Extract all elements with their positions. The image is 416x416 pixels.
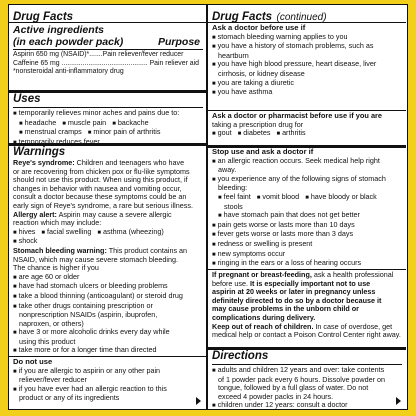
aspirin-line: Aspirin 650 mg (NSAID)*.......Pain reliever/fever reducer: [13, 51, 184, 58]
right-title: Drug Facts (continued): [212, 11, 327, 23]
left-column: [9, 5, 206, 409]
do-not-use-heading: Do not use: [13, 357, 53, 366]
warnings-heading: Warnings: [13, 146, 66, 158]
uses-section: Uses ■ temporarily relieves minor aches and pains due to: ■ headache ■ muscle pain ■ backache ■ menstrual cramps ■ minor pain of arthritis ■ temporarily reduces fever: [13, 93, 206, 147]
directions-heading: Directions: [212, 350, 269, 362]
active-ingredients: [13, 24, 203, 77]
right-column: [208, 5, 406, 409]
nsaid-note: *nonsteroidal anti-inflammatory drug: [13, 68, 124, 76]
drug-facts-panel: [8, 4, 408, 410]
continue-arrow-icon: [396, 397, 401, 405]
directions-section: Directions ■ adults and children 12 years and over: take contents of 1 powder pack every 6 hours. Dissolve powder on tongue, followed by a full glass of water. Do not exceed 4 powder packs in 24 hours. ■ children under 12 years: consult a doctor: [212, 350, 406, 411]
divider: [9, 22, 206, 23]
stop-use-section: Stop use and ask a doctor if ■ an allergic reaction occurs. Seek medical help right away. ■ you experience any of the following signs of stomach bleeding: ■ feel faint ■ vomit blood ■ have bloody or black stools ■ have stomach pain that does not get better ■ pain gets worse or lasts more than 10 days ■ fever gets worse or lasts more than 3 days ■ redness or swelling is present ■ new symptoms occur ■ ringing in the ears or a loss of hearing occurs: [212, 148, 406, 269]
left-title: Drug Facts: [13, 11, 74, 23]
uses-heading: Uses: [13, 93, 41, 105]
do-not-use-section: Do not use ■ if you are allergic to aspirin or any other pain reliever/fever reducer ■ if you have ever had an allergic reaction to this product or any of its ingredients: [13, 358, 206, 403]
pregnancy-section: If pregnant or breast-feeding, ask a health professional before use. It is especially important not to use aspirin at 20 weeks or later in pregnancy unless definitely directed to do so by a doctor because it may cause problems in the unborn child or complications during delivery. Keep out of reach of children. In case of overdose, get medical help or contact a Poison Control Center right away.: [212, 270, 401, 340]
caffeine-line: Caffeine 65 mg ............................................. Pain reliever aid: [13, 59, 199, 67]
purpose-heading: Purpose: [157, 36, 200, 48]
warnings-section: Warnings Reye's syndrome: Children and teenagers who have or are recovering from chicken pox or flu-like symptoms should not use this product. When using this product, if changes in behavior with nausea and vomiting occur, consult a doctor because these symptoms could be an early sign of Reye's syndrome, a rare but serious illness. Allergy alert: Aspirin may cause a severe allergic reaction which may include: ■ hives ■ facial swelling ■ asthma (wheezing) ■ shock Stomach bleeding warning: This product contains an NSAID, which may cause severe stomach bleeding. The chance is higher if you ■ are age 60 or older ■ have had stomach ulcers or bleeding problems ■ take a blood thinning (anticoagulant) or steroid drug ■ take other drugs containing prescription or nonprescription NSAIDs (aspirin, ibuprofen, naproxen, or others) ■ have 3 or more alcoholic drinks every day while using this product ■ take more or for a longer time than directed: [13, 146, 206, 356]
ask-pharmacist-section: Ask a doctor or pharmacist before use if you are taking a prescription drug for ■ gout ■ diabetes ■ arthritis: [212, 112, 406, 139]
active-sub: (in each powder pack): [13, 36, 124, 48]
continue-arrow-icon: [196, 397, 201, 405]
active-heading: Active ingredients: [13, 24, 105, 36]
ask-doctor-section: Ask a doctor before use if ■ stomach bleeding warning applies to you ■ you have a history of stomach problems, such as heartburn ■ you have high blood pressure, heart disease, liver cirrhosis, or kidney disease ■ you are taking a diuretic ■ you have asthma: [212, 24, 406, 98]
